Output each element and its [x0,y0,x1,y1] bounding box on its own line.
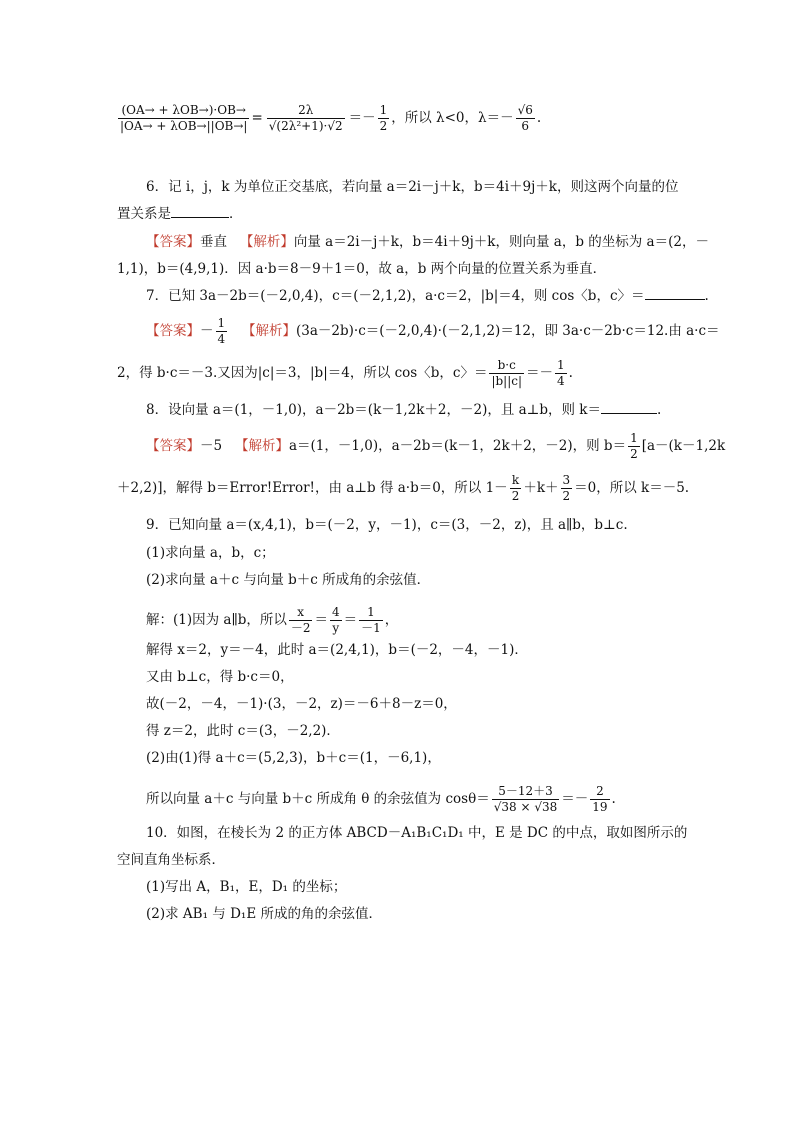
q8-explanation-line2 [117,473,689,504]
fraction [561,473,573,504]
numerator: 1 [630,431,638,445]
q7-answer-line [146,316,720,347]
text: ， [384,612,399,628]
denominator: 2 [511,489,520,503]
q10-part1: (1)写出 A，B₁，E，D₁ 的坐标； [146,879,347,895]
denominator: 2 [562,489,571,503]
numerator: 1 [379,103,388,117]
fraction [628,431,640,462]
denominator: 19 [592,800,608,814]
text: ＝0，所以 k＝－5. [574,480,690,496]
answer-blank [601,401,657,414]
q9-line1: 9．已知向量 a＝(x,4,1)，b＝(－2，y，－1)，c＝(3，－2，z)，且 a∥b，b⊥c. [146,517,628,533]
text: ＝－ [561,791,589,807]
text: ＝－ [526,365,554,381]
answer-value: －5 [200,438,223,454]
fraction [267,103,345,134]
denominator: √(2λ²+1)·√2 [268,119,343,133]
text: ，所以 λ<0，λ＝－ [391,110,514,126]
q6-line2 [117,205,243,223]
q9-part2: (2)求向量 a＋c 与向量 b＋c 所成角的余弦值． [146,572,431,588]
text: 2，得 b·c＝－3.又因为|c|＝3，|b|＝4，所以 cos〈b，c〉＝ [117,365,488,381]
numerator: (OA→ + λOB→)·OB→ [118,103,249,119]
numerator: 2 [590,784,609,800]
numerator: 1 [557,358,565,372]
q10-line1: 10．如图，在棱长为 2 的正方体 ABCD－A₁B₁C₁D₁ 中，E 是 DC 的中点，取如图所示的 [146,825,688,841]
fraction [555,358,567,389]
q9-solution-line3: 又由 b⊥c，得 b·c＝0， [146,669,294,685]
answer-blank [645,287,705,300]
text: ＋k＋ [523,480,559,496]
fraction [359,605,383,636]
denominator: 2 [379,119,388,133]
text: . [704,288,709,304]
numerator: k [510,473,522,489]
q9-solution-line7 [146,784,616,815]
text: － [200,323,214,339]
numerator: b·c [489,358,524,374]
denominator: －1 [361,621,381,635]
answer-value: 垂直 [200,234,227,250]
numerator: 4 [331,605,340,619]
q6-explanation-line2: 1,1)，b＝(4,9,1)．因 a·b＝8－9＋1＝0，故 a，b 两个向量的位置关系为垂直． [117,261,607,277]
explanation-tag: 【解析】 [239,234,294,250]
q9-solution-line5: 得 z＝2，此时 c＝(3，－2,2)． [146,723,340,739]
denominator: y [332,621,340,635]
q7-line1 [146,287,709,305]
fraction-sqrt6 [516,103,535,134]
equals-minus: ＝－ [348,110,376,126]
q9-part1: (1)求向量 a，b，c； [146,545,275,561]
text: . [657,402,662,418]
numerator: 1 [217,316,226,330]
text: . [568,365,573,381]
numerator: √6 [517,103,533,117]
text: ＋2,2)]，解得 b＝Error!Error!，由 a⊥b 得 a·b＝0，所以 1－ [117,480,508,496]
fraction [492,784,560,815]
text: . [611,791,616,807]
explanation-text: 向量 a＝2i－j＋k，b＝4i＋9j＋k，则向量 a，b 的坐标为 a＝(2，－ [293,234,709,250]
explanation-tag: 【解析】 [242,323,297,339]
text: 7．已知 3a－2b＝(－2,0,4)，c＝(－2,1,2)，a·c＝2，|b|＝4，则 cos〈b，c〉＝ [146,288,645,304]
equals: = [251,110,263,126]
numerator: 2λ [267,103,345,119]
fraction-half [378,103,390,134]
text: 8．设向量 a＝(1，－1,0)，a－2b＝(k－1,2k＋2，－2)，且 a⊥b，则 k＝ [146,402,601,418]
answer-blank [171,205,229,218]
formula-cosine-lambda [116,103,541,134]
numerator: 3 [562,473,571,487]
numerator: x [289,605,313,621]
q8-answer-line [146,431,725,462]
denominator: －2 [290,621,311,635]
period: . [536,110,542,126]
text: ＝ [314,612,328,628]
text: ＝ [343,612,358,628]
numerator: 1 [359,605,383,621]
denominator: 6 [521,119,530,133]
denominator: |OA→ + λOB→||OB→| [120,119,248,133]
text: a＝(1，－1,0)，a－2b＝(k－1，2k＋2，－2)，则 b＝ [288,438,627,454]
q6-line1: 6．记 i，j，k 为单位正交基底，若向量 a＝2i－j＋k，b＝4i＋9j＋k，则这两个向量的位 [146,179,679,195]
q9-solution-line1 [146,605,398,636]
q10-part2: (2)求 AB₁ 与 D₁E 所成的角的余弦值． [146,906,382,922]
q9-solution-line6: (2)由(1)得 a＋c＝(5,2,3)，b＋c＝(1，－6,1)， [146,750,441,766]
q8-line1 [146,401,661,419]
text: 解：(1)因为 a∥b，所以 [146,612,287,628]
answer-tag: 【答案】 [146,323,200,339]
fraction [510,473,522,504]
fraction [289,605,313,636]
answer-tag: 【答案】 [146,438,200,454]
denominator: |b||c| [491,374,523,388]
text: 置关系是 [117,206,171,222]
fraction [330,605,342,636]
text: ． [229,206,243,222]
text: 所以向量 a＋c 与向量 b＋c 所成角 θ 的余弦值为 cosθ＝ [146,791,490,807]
denominator: √38 × √38 [493,800,558,814]
q10-line2: 空间直角坐标系． [117,852,225,868]
denominator: 4 [557,374,565,388]
denominator: 4 [217,332,226,346]
q9-solution-line4: 故(－2，－4，－1)·(3，－2，z)＝－6＋8－z＝0， [146,696,457,712]
fraction [590,784,609,815]
answer-tag: 【答案】 [146,234,200,250]
text: [a－(k－1,2k [641,438,726,454]
denominator: 2 [630,447,638,461]
q6-answer-line [146,233,709,251]
numerator: 5－12＋3 [492,784,560,800]
fraction [489,358,524,389]
explanation-tag: 【解析】 [234,438,289,454]
q7-explanation-line2 [117,358,573,389]
fraction [118,103,249,134]
fraction [216,316,228,347]
q9-solution-line2: 解得 x＝2，y＝－4，此时 a＝(2,4,1)，b＝(－2，－4，－1)． [146,642,528,658]
explanation-text: (3a－2b)·c＝(－2,0,4)·(－2,1,2)＝12，即 3a·c－2b·c＝12.由 a·c＝ [296,323,720,339]
